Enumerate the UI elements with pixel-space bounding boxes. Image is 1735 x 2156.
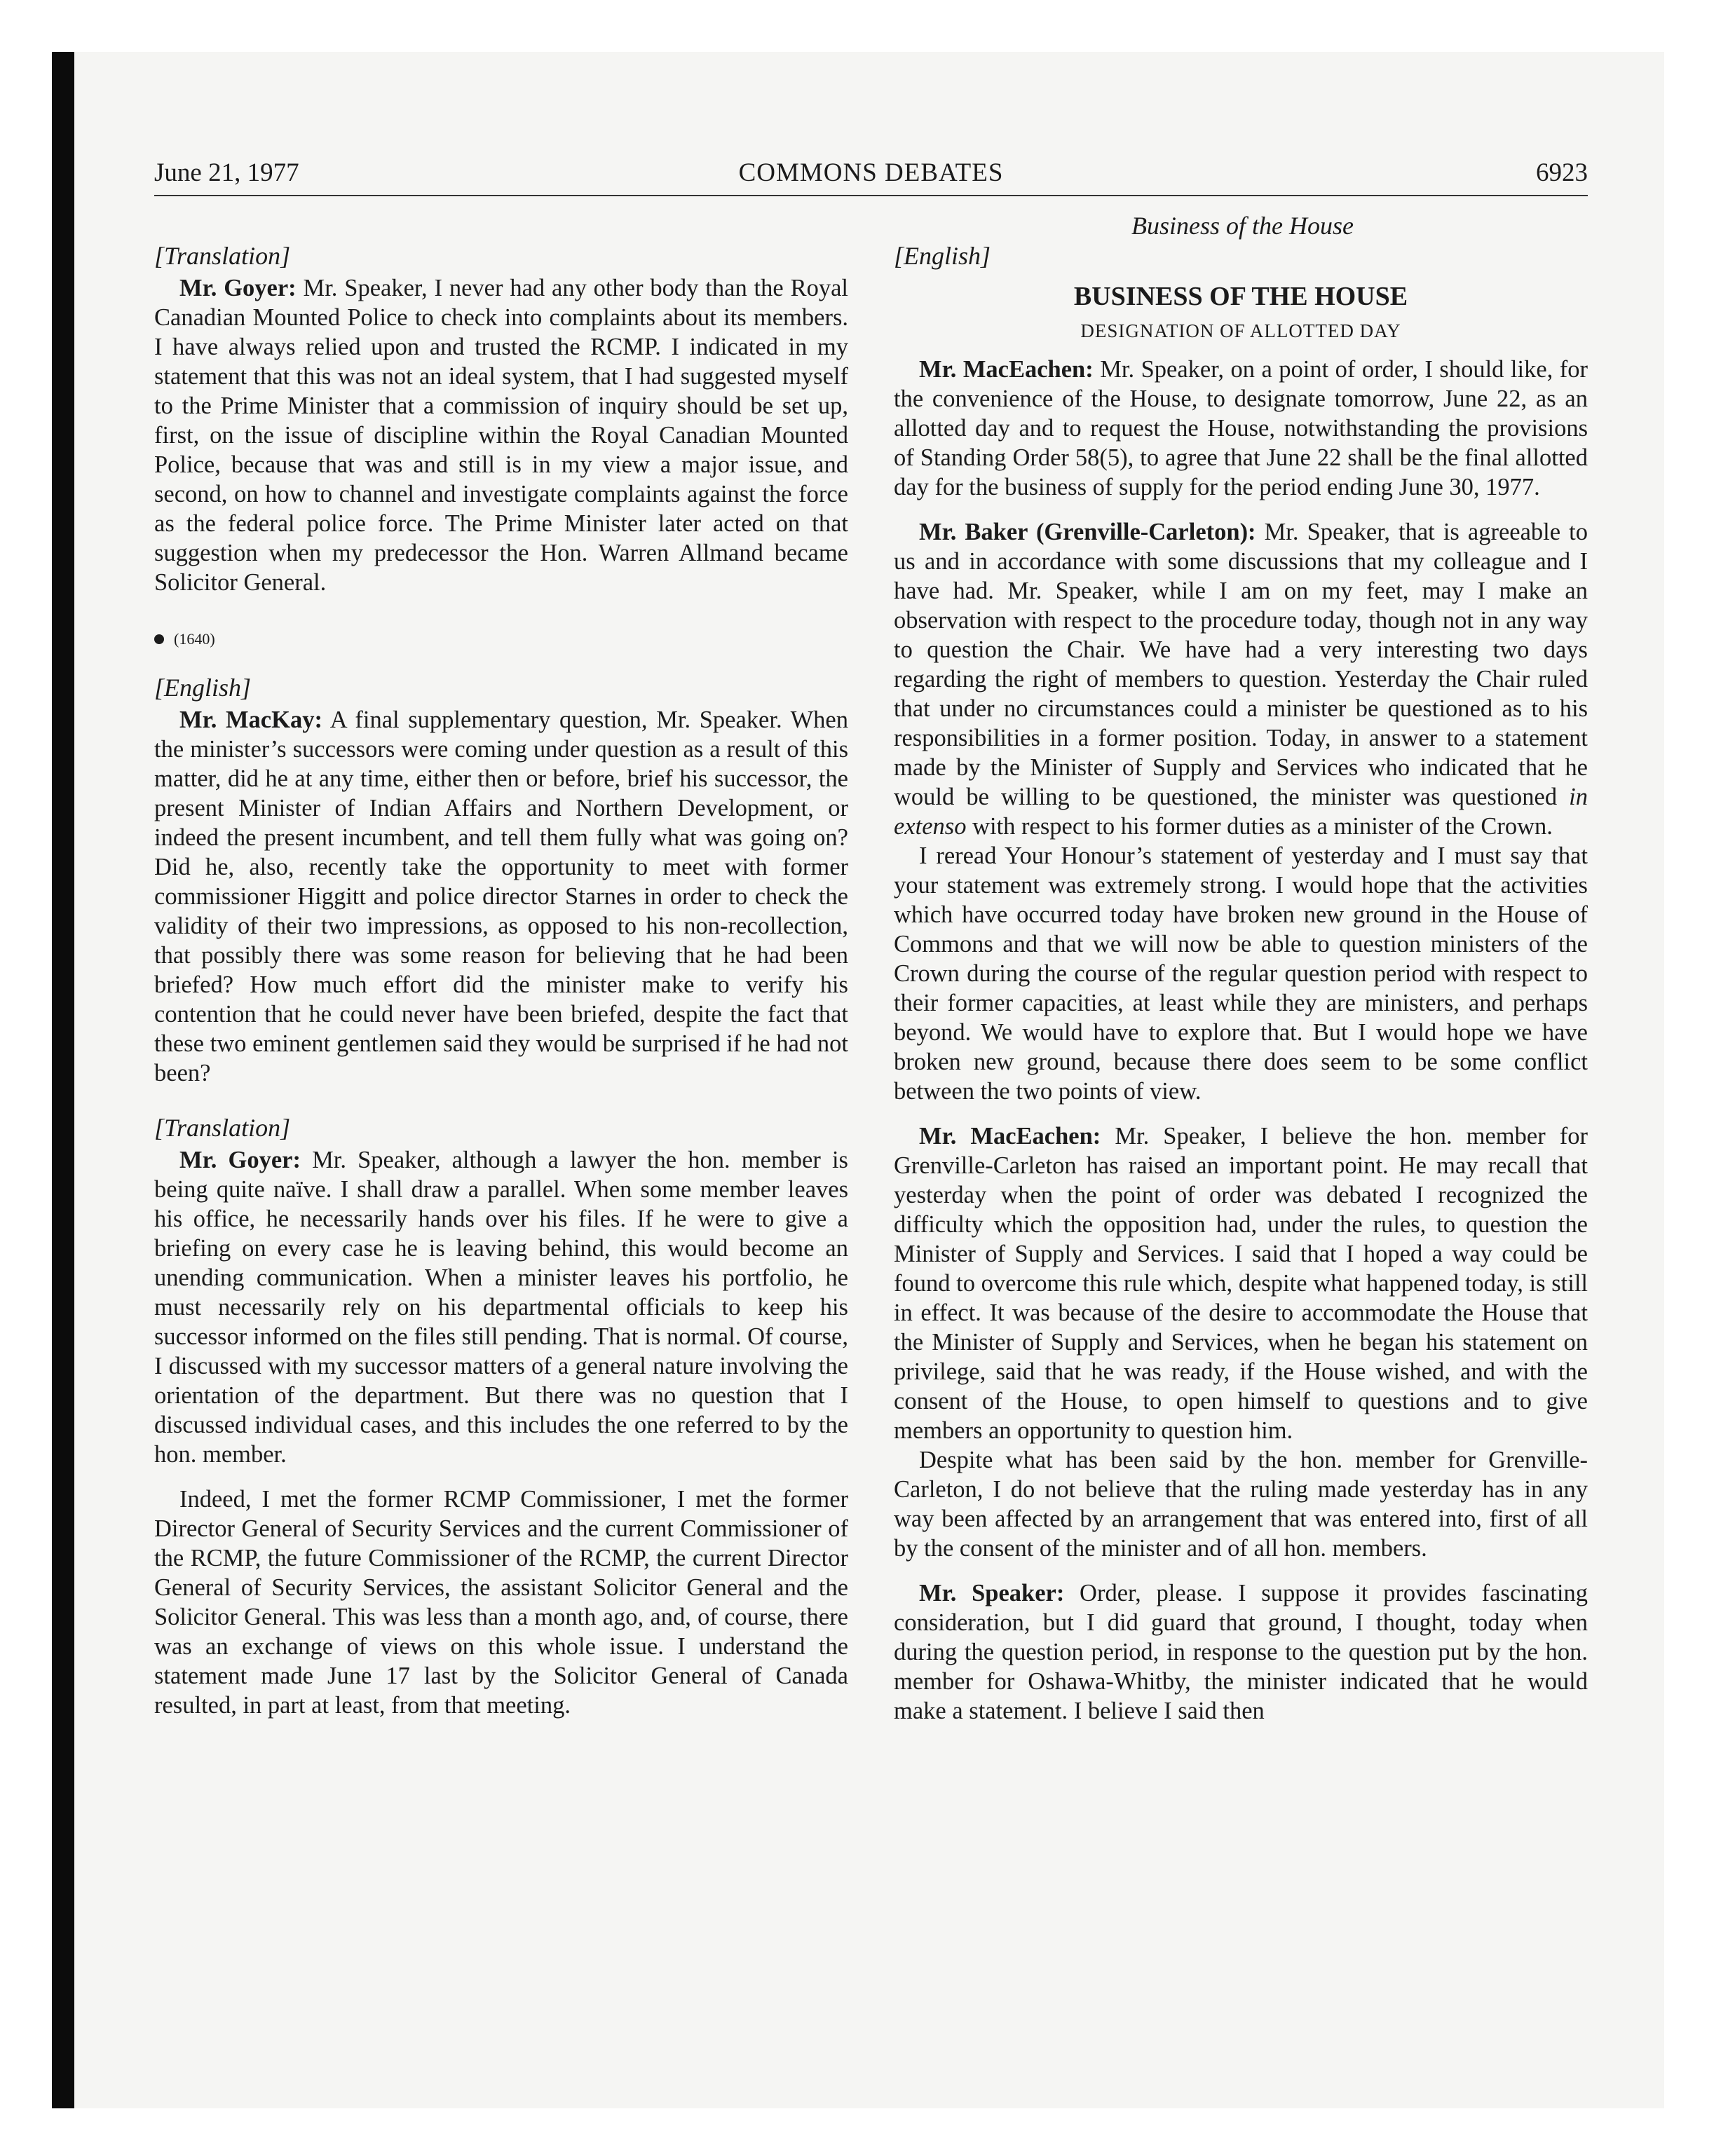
paragraph: I reread Your Honour’s statement of yesterday and I must say that your statement was extremely strong. I would hope that the activities which have occurred today have broken new ground in the House of Commons and that we will now be able to question ministers of the Crown during the course of the regular question period with respect to their former capacities, at least while they are ministers, and perhaps beyond. We would have to explore that. But I would hope we have broken new ground, because there does seem to be some conflict between the two points of view.: [894, 842, 1588, 1105]
speech-text: Mr. Speaker, I never had any other body than the Royal Canadian Mounted Police to check into complaints about its members. I have always relied upon and trusted the RCMP. I indicated in my statement that this was not an ideal system, that I had suggested myself to the Prime Minister that a commission of inquiry should be set up, first, on the issue of discipline within the Royal Canadian Mounted Police, because that was and still is in my view a major issue, and second, on how to channel and investigate complaints against the force as the federal police force. The Prime Minister later acted on that suggestion when my predecessor the Hon. Warren Allmand became Solicitor General.: [154, 275, 848, 596]
paragraph: Despite what has been said by the hon. member for Grenville-Carleton, I do not believe that the ruling made yesterday has in any way been affected by an arrangement that was entered into, first of all by the consent of the minister and of all hon. members.: [894, 1447, 1588, 1562]
speech-text: Mr. Speaker, that is agreeable to us and in accordance with some discussions that my colleague and I have had. Mr. Speaker, while I am on my feet, may I make an observation with respect to the procedure today, though not in any way to question the Chair. We have had a very interesting two days regarding the right of members to question. Yesterday the Chair ruled that under no circumstances could a minister be questioned as to his responsibilities in a former position. Today, in answer to a statement made by the Minister of Supply and Services who indicated that he would be willing to be questioned, the minister was questioned: [894, 519, 1588, 810]
speech-text: Mr. Speaker, on a point of order, I should like, for the convenience of the House, to designate tomorrow, June 22, as an allotted day and to request the House, notwithstanding the provisions of Standing Order 58(5), to agree that June 22 shall be the final allotted day for the business of supply for the period ending June 30, 1977.: [894, 356, 1588, 500]
time-marker: [154, 625, 848, 653]
paragraph: [894, 355, 1588, 502]
language-tag: [English]: [154, 674, 252, 702]
paragraph: [894, 1578, 1588, 1726]
language-tag: [English]: [894, 242, 991, 270]
header-date: June 21, 1977: [154, 158, 299, 187]
speech-text: Mr. Speaker, although a lawyer the hon. member is being quite naïve. I shall draw a parallel. When some member leaves his office, he necessarily hands over his files. If he were to give a briefing on every case he is leaving behind, this would become an unending communication. When a minister leaves his portfolio, he must necessarily rely on his departmental officials to keep his successor informed on the files still pending. That is normal. Of course, I discussed with my successor matters of a general nature involving the orientation of the department. But there was no question that I discussed individual cases, and this includes the one referred to by the hon. member.: [154, 1147, 848, 1468]
section-subtitle: DESIGNATION OF ALLOTTED DAY: [1080, 320, 1401, 341]
speaker-name: Mr. MacEachen:: [919, 1123, 1101, 1149]
latin-phrase: in extenso: [894, 784, 1588, 840]
section-title: BUSINESS OF THE HOUSE: [1073, 282, 1408, 311]
speaker-name: Mr. MacEachen:: [919, 356, 1094, 383]
speech-text: with respect to his former duties as a minister of the Crown.: [966, 813, 1553, 840]
paragraph: [154, 1145, 848, 1469]
right-column: [894, 240, 1588, 1726]
speech-text: Order, please. I suppose it provides fascinating consideration, but I did guard that ground, I thought, today when during the question period, in response to the question put by the hon. member for Oshawa-Whitby, the minister indicated that he would make a statement. I believe I said then: [894, 1580, 1588, 1724]
header-page-number: 6923: [1536, 158, 1588, 187]
scan-edge: [52, 52, 74, 2108]
paragraph: [894, 517, 1588, 841]
left-column: [154, 240, 848, 1720]
speaker-name: Mr. Speaker:: [919, 1580, 1065, 1606]
language-tag: [Translation]: [154, 1114, 291, 1142]
right-subheading: Business of the House: [1131, 212, 1354, 240]
paragraph: Indeed, I met the former RCMP Commissioner, I met the former Director General of Security Services and the current Commissioner of the RCMP, the future Commissioner of the RCMP, the current Director General of Security Services, the assistant Solicitor General and the Solicitor General. This was less than a month ago, and, of course, there was an exchange of views on this whole issue. I understand the statement made June 17 last by the Solicitor General of Canada resulted, in part at least, from that meeting.: [154, 1486, 848, 1719]
speaker-name: Mr. Baker (Grenville-Carleton):: [919, 519, 1256, 545]
speech-text: A final supplementary question, Mr. Speaker. When the minister’s successors were coming under question as a result of this matter, did he at any time, either then or before, brief his successor, the present Minister of Indian Affairs and Northern Development, or indeed the present incumbent, and tell them fully what was going on? Did he, also, recently take the opportunity to meet with former commissioner Higgitt and police director Starnes in order to check the validity of their two impressions, as opposed to his non-recollection, that possibly there was some reason for believing that he had been briefed? How much effort did the minister make to verify his contention that he could never have been briefed, despite the fact that these two eminent gentlemen said they would be surprised if he had not been?: [154, 707, 848, 1086]
speaker-name: Mr. Goyer:: [179, 1147, 301, 1173]
speaker-name: Mr. MacKay:: [179, 707, 322, 733]
paragraph: [154, 273, 848, 597]
language-tag: [Translation]: [154, 242, 291, 270]
speech-text: Mr. Speaker, I believe the hon. member for Grenville-Carleton has raised an important point. He may recall that yesterday when the point of order was debated I recognized the difficulty which the opposition had, under the rules, to question the Minister of Supply and Services. I said that I hoped a way could be found to overcome this rule which, despite what happened today, is still in effect. It was because of the desire to accommodate the House that the Minister of Supply and Services, when he began his statement on privilege, said that he was ready, if the House wished, and with the consent of the House, to open himself to questions and to give members an opportunity to question him.: [894, 1123, 1588, 1444]
time-marker-text: (1640): [174, 630, 215, 648]
page-header: [154, 156, 1588, 196]
speaker-name: Mr. Goyer:: [179, 275, 297, 301]
paragraph: [894, 1121, 1588, 1445]
paragraph: [154, 705, 848, 1088]
header-title: COMMONS DEBATES: [738, 158, 1004, 187]
bullet-icon: [154, 634, 164, 644]
